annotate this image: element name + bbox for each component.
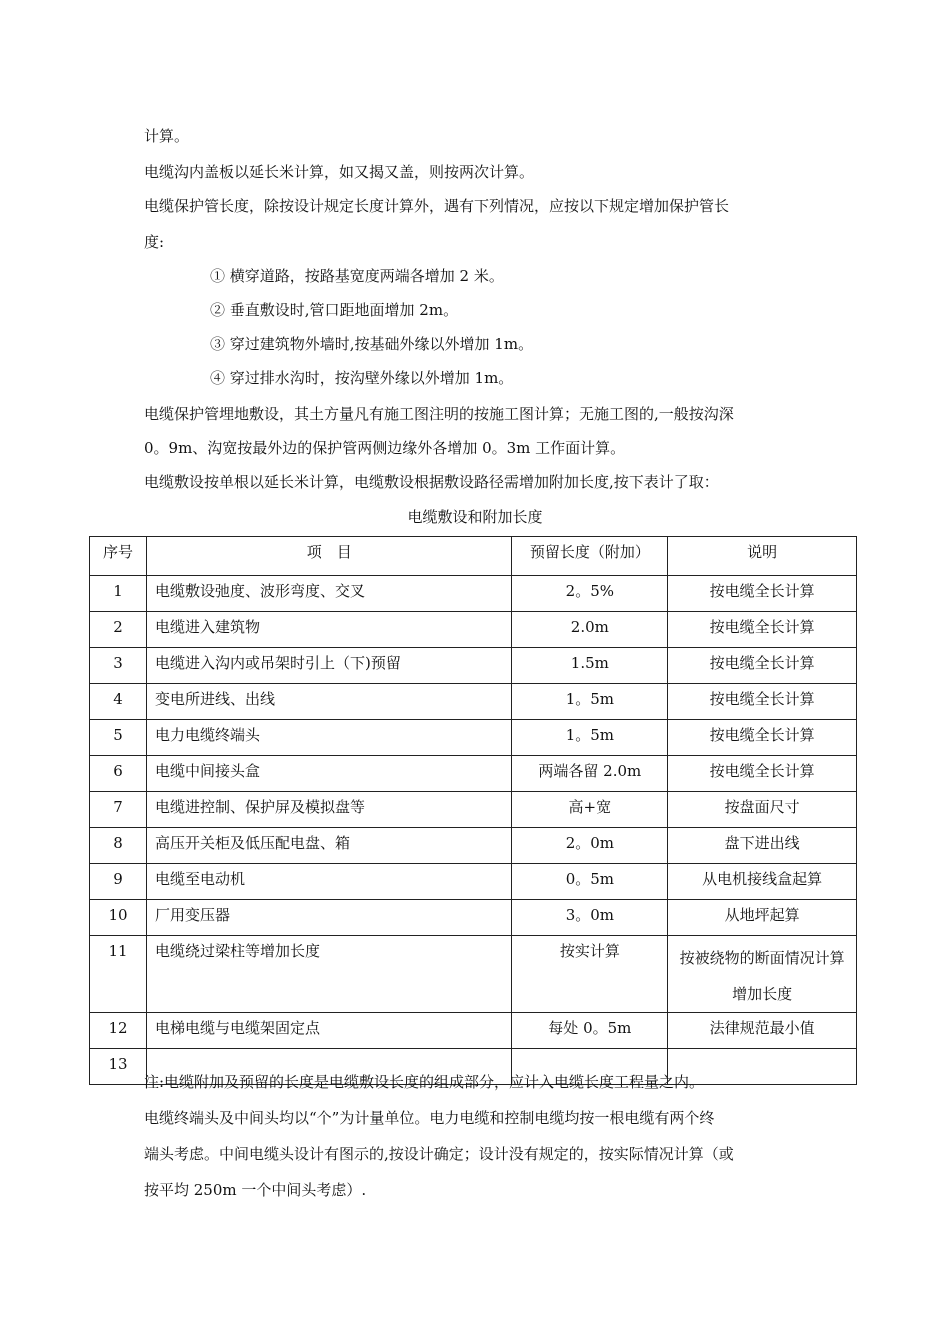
cell-note: 按电缆全长计算 (668, 720, 857, 756)
list-item: ④ 穿过排水沟时，按沟壁外缘以外增加 1m。 (210, 369, 514, 387)
cell-item: 电缆进入建筑物 (147, 612, 512, 648)
table-caption: 电缆敷设和附加长度 (407, 508, 543, 526)
table-row (90, 648, 857, 684)
list-item: ③ 穿过建筑物外墙时,按基础外缘以外增加 1m。 (210, 335, 534, 353)
cell-length: 每处 0。5m (512, 1013, 668, 1049)
cell-no: 9 (90, 864, 147, 900)
cell-length: 1.5m (512, 648, 668, 684)
paragraph-line: 度: (144, 233, 165, 251)
cell-length: 3。0m (512, 900, 668, 936)
list-item: ① 横穿道路，按路基宽度两端各增加 2 米。 (210, 267, 504, 285)
header-note: 说明 (668, 537, 857, 576)
cell-item: 电缆进控制、保护屏及模拟盘等 (147, 792, 512, 828)
paragraph-line: 电缆保护管长度，除按设计规定长度计算外，遇有下列情况，应按以下规定增加保护管长 (144, 197, 730, 215)
cell-note: 按电缆全长计算 (668, 684, 857, 720)
table-row (90, 936, 857, 1013)
cell-no: 10 (90, 900, 147, 936)
cell-no: 8 (90, 828, 147, 864)
cell-length: 1。5m (512, 684, 668, 720)
cell-length: 2.0m (512, 612, 668, 648)
table-row (90, 612, 857, 648)
paragraph-line: 0。9m、沟宽按最外边的保护管两侧边缘外各增加 0。3m 工作面计算。 (144, 439, 626, 457)
cell-no: 6 (90, 756, 147, 792)
table-row (90, 1013, 857, 1049)
cell-no: 5 (90, 720, 147, 756)
cell-item: 厂用变压器 (147, 900, 512, 936)
paragraph-line: 电缆沟内盖板以延长米计算，如又揭又盖，则按两次计算。 (144, 163, 535, 181)
cell-item: 电缆绕过梁柱等增加长度 (147, 936, 512, 1013)
table-row (90, 900, 857, 936)
cell-note: 按被绕物的断面情况计算增加长度 (668, 936, 857, 1013)
cell-no: 7 (90, 792, 147, 828)
cell-length: 两端各留 2.0m (512, 756, 668, 792)
paragraph-line: 电缆保护管埋地敷设，其土方量凡有施工图注明的按施工图计算；无施工图的,一般按沟深 (144, 405, 734, 423)
paragraph-line: 按平均 250m 一个中间头考虑）. (144, 1181, 367, 1199)
table-row (90, 576, 857, 612)
cell-note: 从电机接线盒起算 (668, 864, 857, 900)
table-row (90, 864, 857, 900)
cell-item: 电缆至电动机 (147, 864, 512, 900)
paragraph-line: 电缆敷设按单根以延长米计算，电缆敷设根据敷设路径需增加附加长度,按下表计了取： (144, 473, 719, 491)
cell-length: 按实计算 (512, 936, 668, 1013)
table-row (90, 792, 857, 828)
cell-note: 按电缆全长计算 (668, 612, 857, 648)
cell-item: 电梯电缆与电缆架固定点 (147, 1013, 512, 1049)
cell-note: 法律规范最小值 (668, 1013, 857, 1049)
cell-note: 盘下进出线 (668, 828, 857, 864)
cell-no: 12 (90, 1013, 147, 1049)
cell-length: 0。5m (512, 864, 668, 900)
paragraph-line: 电缆终端头及中间头均以“个”为计量单位。电力电缆和控制电缆均按一根电缆有两个终 (144, 1109, 715, 1127)
header-item: 项 目 (147, 537, 512, 576)
cell-item: 变电所进线、出线 (147, 684, 512, 720)
cell-item: 电缆进入沟内或吊架时引上（下)预留 (147, 648, 512, 684)
cell-length: 高+宽 (512, 792, 668, 828)
cell-length: 2。5% (512, 576, 668, 612)
cell-item: 电缆中间接头盒 (147, 756, 512, 792)
paragraph-line: 端头考虑。中间电缆头设计有图示的,按设计确定；设计没有规定的，按实际情况计算（或 (144, 1145, 734, 1163)
cell-item: 高压开关柜及低压配电盘、箱 (147, 828, 512, 864)
table-row (90, 828, 857, 864)
header-no: 序号 (90, 537, 147, 576)
cell-no: 1 (90, 576, 147, 612)
cell-length: 2。0m (512, 828, 668, 864)
cable-length-table (89, 536, 857, 1085)
table-row (90, 684, 857, 720)
cell-length: 1。5m (512, 720, 668, 756)
table-row (90, 720, 857, 756)
cell-no: 13 (90, 1049, 147, 1085)
cell-note: 按电缆全长计算 (668, 756, 857, 792)
cell-note: 按电缆全长计算 (668, 576, 857, 612)
paragraph-line: 计算。 (144, 127, 190, 145)
cell-no: 4 (90, 684, 147, 720)
table-header-row (90, 537, 857, 576)
cell-no: 11 (90, 936, 147, 1013)
header-length: 预留长度（附加） (512, 537, 668, 576)
list-item: ② 垂直敷设时,管口距地面增加 2m。 (210, 301, 459, 319)
cell-item: 电缆敷设弛度、波形弯度、交叉 (147, 576, 512, 612)
cell-no: 3 (90, 648, 147, 684)
cell-note: 按电缆全长计算 (668, 648, 857, 684)
cell-no: 2 (90, 612, 147, 648)
cell-item: 电力电缆终端头 (147, 720, 512, 756)
cell-note: 按盘面尺寸 (668, 792, 857, 828)
table-row (90, 756, 857, 792)
table-note: 注:电缆附加及预留的长度是电缆敷设长度的组成部分，应计入电缆长度工程量之内。 (144, 1073, 705, 1091)
cell-note: 从地坪起算 (668, 900, 857, 936)
